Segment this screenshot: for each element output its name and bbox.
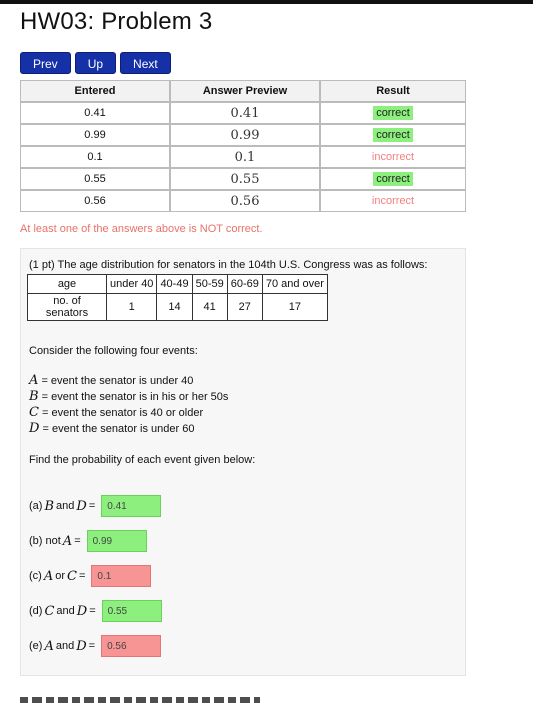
table-row [20,124,466,146]
result-badge: incorrect [371,195,415,207]
event-text: = event the senator is in his or her 50s [38,391,229,403]
result-cell [320,102,466,124]
up-button[interactable]: Up [75,52,116,74]
question-b [29,530,147,552]
question-var-2: D [76,603,88,619]
question-prefix: (b) not [29,535,61,547]
question-var-2: D [76,638,87,654]
header-entered: Entered [20,80,170,102]
event-a [29,373,193,388]
header-result: Result [320,80,466,102]
question-equals: = [78,570,86,582]
entered-cell: 0.99 [20,124,170,146]
question-d [29,600,162,622]
table-row [28,294,328,321]
event-text: = event the senator is under 60 [39,423,195,435]
question-prefix: (a) [29,500,43,512]
result-badge: correct [373,106,413,120]
age-col: 70 and over [262,275,327,294]
question-var-1: B [44,498,55,514]
prev-button[interactable]: Prev [20,52,71,74]
age-col: 50-59 [192,275,227,294]
event-c [29,405,203,420]
entered-cell: 0.1 [20,146,170,168]
results-header-row [20,80,466,102]
page-title: HW03: Problem 3 [20,8,213,35]
question-equals: = [88,640,96,652]
question-c [29,565,151,587]
question-equals: = [89,605,96,617]
problem-navigation [20,52,171,74]
question-operator: and [56,605,75,617]
question-var-2: D [76,498,87,514]
preview-cell: 0.99 [170,124,320,146]
var-d: D [29,421,40,436]
var-a: A [29,373,39,388]
question-equals: = [74,535,81,547]
results-table [20,80,466,212]
preview-cell: 0.55 [170,168,320,190]
answer-field-d[interactable]: 0.55 [102,600,162,622]
age-col: under 40 [107,275,157,294]
warning-message: At least one of the answers above is NOT correct. [20,223,263,235]
result-cell [320,168,466,190]
event-text: = event the senator is under 40 [38,375,194,387]
entered-cell: 0.56 [20,190,170,212]
age-col: 60-69 [227,275,262,294]
question-prefix: (e) [29,640,43,652]
table-row [20,190,466,212]
event-text: = event the senator is 40 or older [38,407,204,419]
header-answer-preview: Answer Preview [170,80,320,102]
age-distribution-table [27,274,328,321]
answer-field-e[interactable]: 0.56 [101,635,161,657]
entered-cell: 0.41 [20,102,170,124]
question-prefix: (d) [29,605,43,617]
var-c: C [29,405,39,420]
entered-cell: 0.55 [20,168,170,190]
count-cell: 41 [192,294,227,321]
question-operator: and [55,640,75,652]
problem-panel [20,248,466,676]
question-var-2: C [67,568,77,584]
preview-cell: 0.41 [170,102,320,124]
next-button[interactable]: Next [120,52,171,74]
question-equals: = [88,500,96,512]
age-col: 40-49 [157,275,192,294]
top-border [0,0,533,4]
event-d [29,421,194,436]
table-row [20,168,466,190]
count-cell: 14 [157,294,192,321]
answer-field-c[interactable]: 0.1 [91,565,151,587]
question-var-1: A [43,568,54,584]
result-cell [320,190,466,212]
question-var-1: C [44,603,55,619]
table-row [20,146,466,168]
question-prefix: (c) [29,570,42,582]
preview-cell: 0.56 [170,190,320,212]
question-operator: or [55,570,65,582]
var-b: B [29,389,39,404]
question-operator: and [56,500,75,512]
instruction-text: Find the probability of each event given below: [29,454,256,466]
problem-intro: (1 pt) The age distribution for senators in the 104th U.S. Congress was as follows: [29,259,428,271]
cropped-text-line [20,689,260,703]
result-badge: incorrect [371,151,415,163]
result-badge: correct [373,128,413,142]
result-badge: correct [373,172,413,186]
count-cell: 27 [227,294,262,321]
count-header: no. of senators [28,294,107,321]
question-var-1: A [44,638,54,654]
event-b [29,389,228,404]
table-row [28,275,328,294]
result-cell [320,146,466,168]
count-cell: 17 [262,294,327,321]
count-cell: 1 [107,294,157,321]
answer-field-a[interactable]: 0.41 [101,495,161,517]
age-header: age [28,275,107,294]
consider-text: Consider the following four events: [29,345,198,357]
table-row [20,102,466,124]
question-e [29,635,161,657]
question-a [29,495,161,517]
answer-field-b[interactable]: 0.99 [87,530,147,552]
preview-cell: 0.1 [170,146,320,168]
result-cell [320,124,466,146]
question-var-1: A [62,533,73,549]
